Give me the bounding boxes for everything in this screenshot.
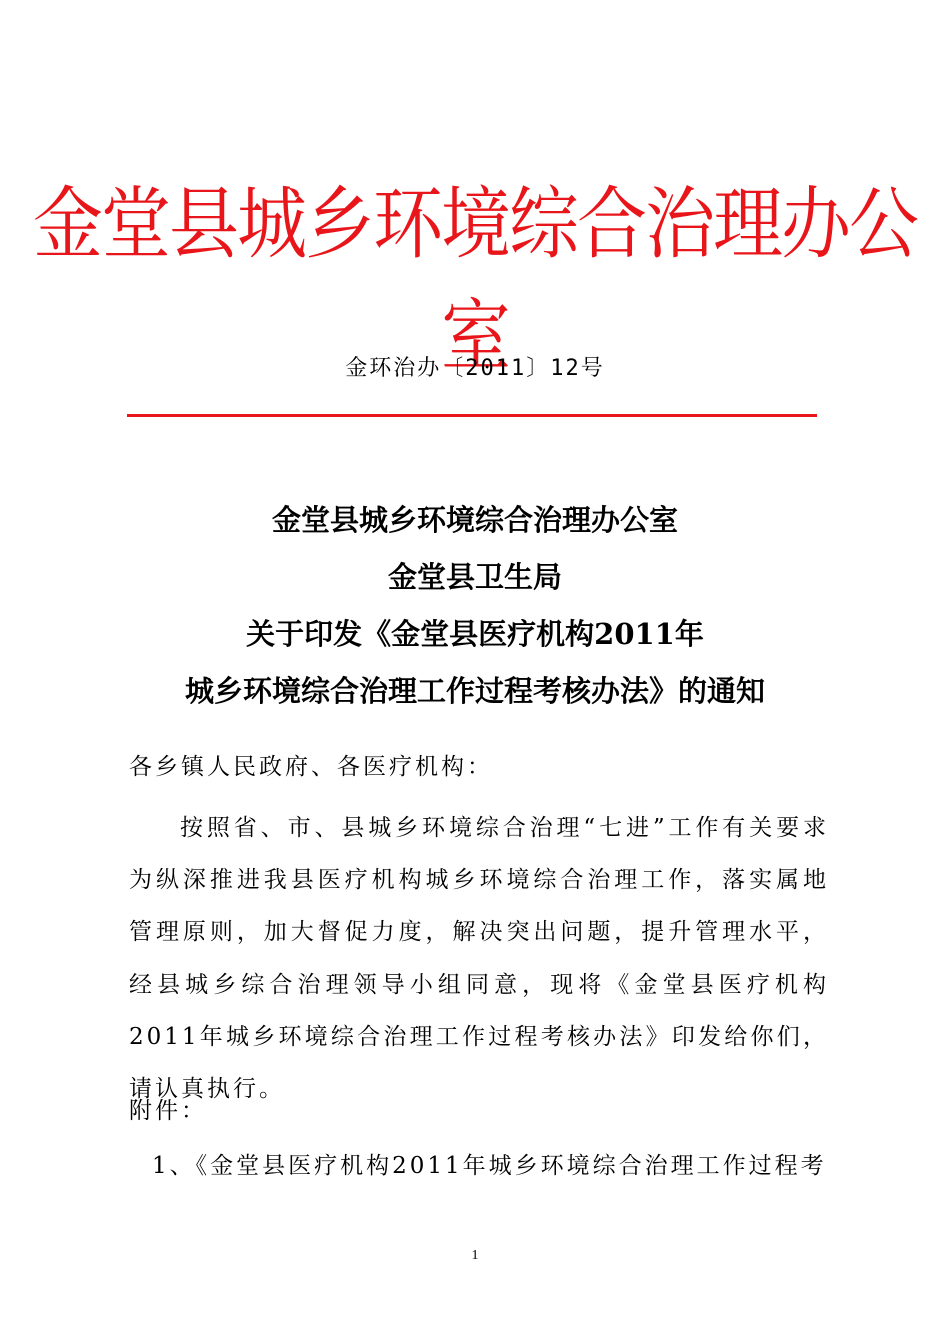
attachments-label: 附件： [129, 1098, 207, 1124]
masthead-title: 金堂县城乡环境综合治理办公室 [33, 178, 917, 382]
document-number: 金环治办〔2011〕12号 [345, 356, 605, 381]
title-line-subject-2: 城乡环境综合治理工作过程考核办法》的通知 [184, 674, 765, 708]
title-line-subject-1: 关于印发《金堂县医疗机构2011年 [246, 617, 704, 651]
body-paragraph: 按照省、市、县城乡环境综合治理“七进”工作有关要求为纵深推进我县医疗机构城乡环境综合治理工作，落实属地管理原则，加大督促力度，解决突出问题，提升管理水平，经县城乡综合治理领导小组同意，现将《金堂县医疗机构2011年城乡环境综合治理工作过程考核办法》印发给你们，请认真执行。 [129, 815, 829, 1103]
salutation: 各乡镇人民政府、各医疗机构： [129, 754, 493, 780]
page-number: 1 [471, 1248, 479, 1263]
attachment-item: 1、《金堂县医疗机构2011年城乡环境综合治理工作过程考 [152, 1153, 827, 1179]
red-divider-line [127, 414, 817, 417]
title-line-issuer-1: 金堂县城乡环境综合治理办公室 [271, 503, 678, 537]
notice-title [0, 492, 950, 720]
title-line-issuer-2: 金堂县卫生局 [387, 560, 562, 594]
